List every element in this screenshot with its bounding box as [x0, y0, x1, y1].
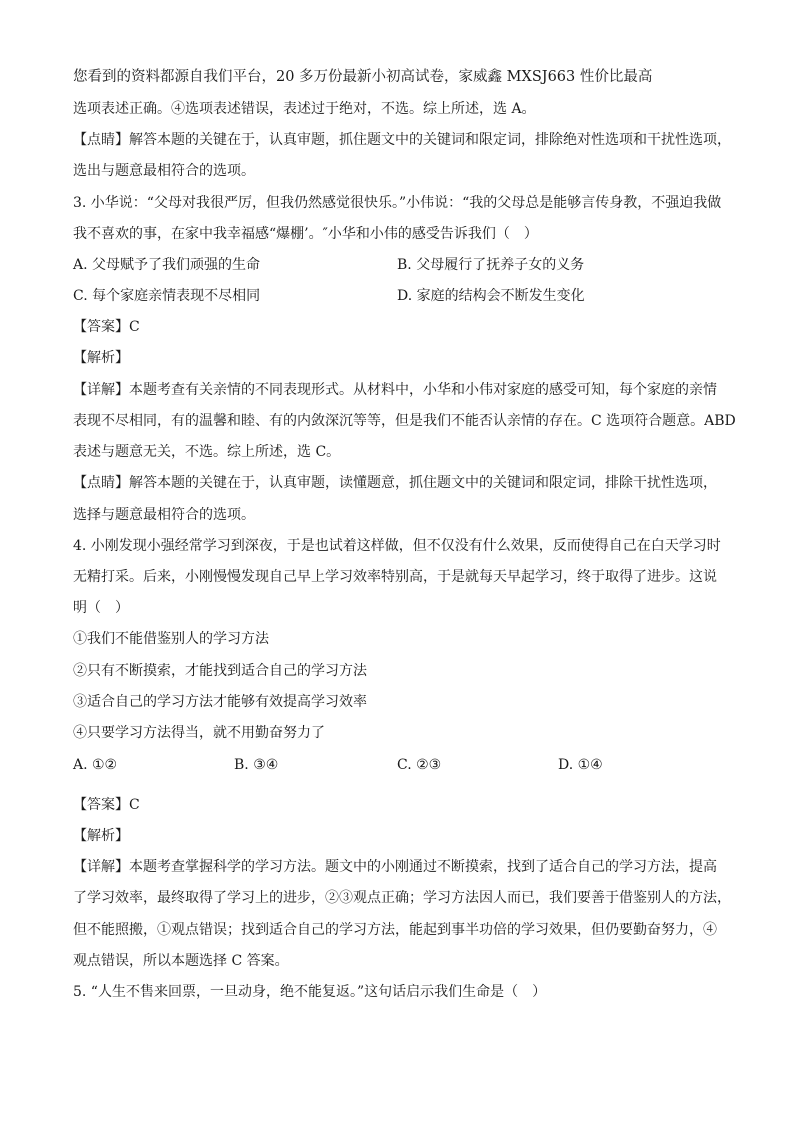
q3-answer: 【答案】C	[73, 319, 140, 335]
q5-stem: 5. “人生不售来回票，一旦动身，绝不能复返。”这句话启示我们生命是（ ）	[73, 984, 547, 1000]
q3-stem: 3. 小华说：“父母对我很严厉，但我仍然感觉很快乐。”小伟说：“我的父母总是能够言传身教，不强迫我做	[73, 195, 722, 211]
q3-option-a: A. 父母赋予了我们顽强的生命	[73, 257, 261, 273]
q4-option-d: D. ①④	[558, 757, 603, 773]
watermark-line: 您看到的资料都源自我们平台，20 多万份最新小初高试卷，家威鑫 MXSJ663 性价比最高	[73, 69, 653, 85]
q3-stem-cont: 我不喜欢的事，在家中我幸福感“爆棚’。″小华和小伟的感受告诉我们（ ）	[73, 226, 538, 242]
q4-detail-text-cont: 了学习效率，最终取得了学习上的进步，②③观点正确；学习方法因人而已，我们要善于借鉴别人的方法，	[73, 890, 731, 906]
q4-analysis-heading: 【解析】	[73, 828, 129, 844]
q3-detail-text-end: 表述与题意无关，不选。综上所述，选 C。	[73, 444, 341, 460]
q3-option-d: D. 家庭的结构会不断发生变化	[397, 288, 585, 304]
q3-tip-text-cont: 选择与题意最相符合的选项。	[73, 507, 255, 523]
q4-statement-4: ④只要学习方法得当，就不用勤奋努力了	[73, 725, 325, 741]
q2-tip-text: 【点睛】解答本题的关键在于，认真审题，抓住题文中的关键词和限定词，排除绝对性选项和干扰性选项，	[73, 132, 731, 148]
q4-option-a: A. ①②	[73, 757, 118, 773]
q3-option-b: B. 父母履行了抚养子女的义务	[397, 257, 585, 273]
q4-stem-end: 明（ ）	[73, 600, 129, 616]
q4-detail-text-end: 观点错误，所以本题选择 C 答案。	[73, 953, 289, 969]
q2-tip-text-cont: 选出与题意最相符合的选项。	[73, 163, 255, 179]
q4-stem-cont: 无精打采。后来，小刚慢慢发现自己早上学习效率特别高，于是就每天早起学习，终于取得了进步。这说	[73, 569, 717, 585]
q4-answer: 【答案】C	[73, 797, 140, 813]
q4-option-c: C. ②③	[397, 757, 442, 773]
q3-option-c: C. 每个家庭亲情表现不尽相同	[73, 288, 261, 304]
q4-statement-2: ②只有不断摸索，才能找到适合自己的学习方法	[73, 663, 367, 679]
q3-analysis-heading: 【解析】	[73, 350, 129, 366]
q3-tip-text: 【点睛】解答本题的关键在于，认真审题，读懂题意，抓住题文中的关键词和限定词，排除干扰性选项，	[73, 475, 717, 491]
q4-statement-3: ③适合自己的学习方法才能够有效提高学习效率	[73, 694, 367, 710]
q4-detail-text: 【详解】本题考查掌握科学的学习方法。题文中的小刚通过不断摸索，找到了适合自己的学习方法，提高	[73, 859, 717, 875]
q4-statement-1: ①我们不能借鉴别人的学习方法	[73, 631, 269, 647]
q2-analysis-text: 选项表述正确。④选项表述错误，表述过于绝对，不选。综上所述，选 A。	[73, 101, 536, 117]
q4-detail-text-cont2: 但不能照搬，①观点错误；找到适合自己的学习方法，能起到事半功倍的学习效果，但仍要勤奋努力，④	[73, 922, 717, 938]
q3-detail-text-cont: 表现不尽相同，有的温馨和睦、有的内敛深沉等等，但是我们不能否认亲情的存在。C 选项符合题意。ABD	[73, 413, 736, 429]
q4-stem: 4. 小刚发现小强经常学习到深夜，于是也试着这样做，但不仅没有什么效果，反而使得自己在白天学习时	[73, 538, 721, 554]
q3-detail-text: 【详解】本题考查有关亲情的不同表现形式。从材料中，小华和小伟对家庭的感受可知，每个家庭的亲情	[73, 382, 717, 398]
q4-option-b: B. ③④	[234, 757, 279, 773]
